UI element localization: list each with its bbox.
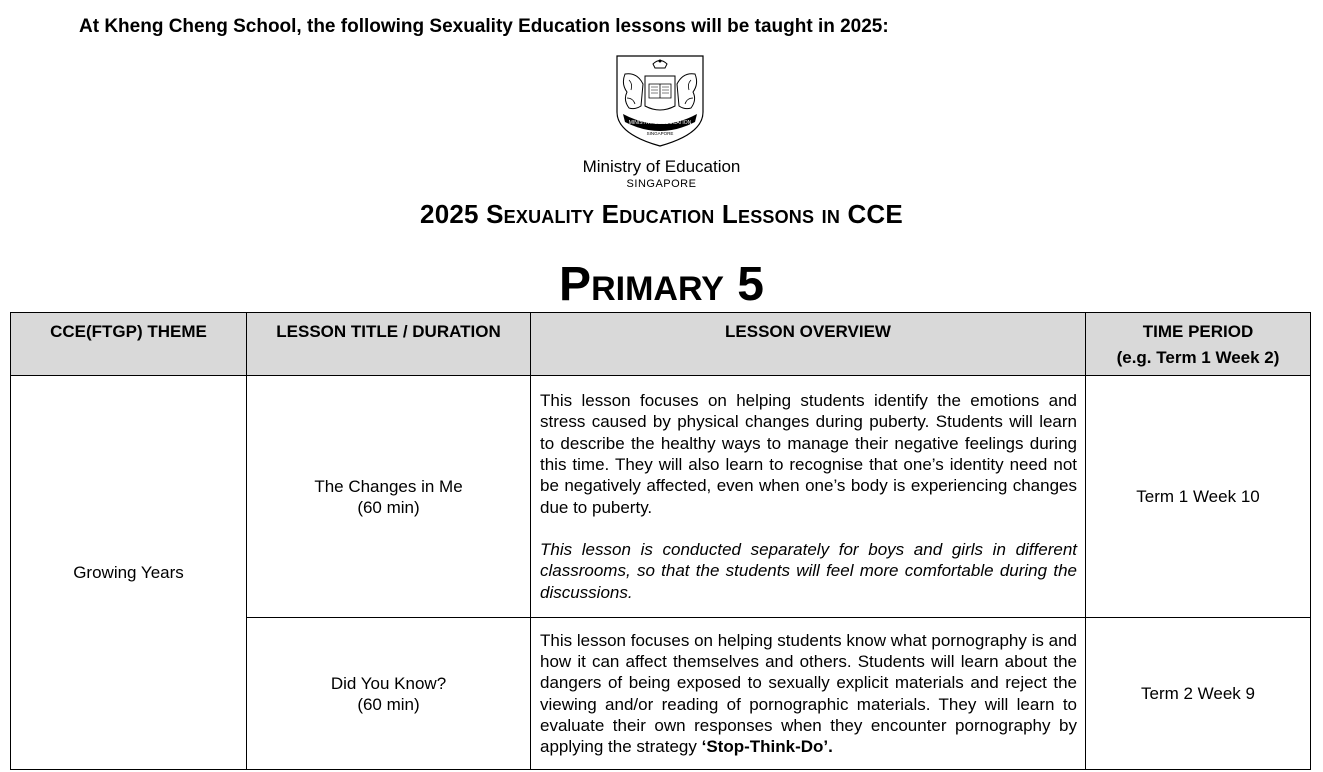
time-period-cell: Term 1 Week 10: [1086, 376, 1311, 618]
svg-text:MINISTRY OF EDUCATION: MINISTRY OF EDUCATION: [628, 120, 692, 126]
lesson-overview-text: This lesson focuses on helping students know what pornography is and how it can affect themselves and others. Students will learn about the dangers of being exposed to sexually explicit materials and reject the viewing and/or reading of pornographic materials. They will learn to evaluate their own responses when they encounter pornography by applying the strategy ‘Stop-Think-Do’.: [540, 630, 1077, 757]
header-theme: CCE(FTGP) THEME: [11, 313, 247, 376]
level-title: Primary 5: [559, 258, 764, 311]
intro-text: At Kheng Cheng School, the following Sexuality Education lessons will be taught in 2025:: [79, 16, 889, 37]
lesson-overview-cell: [531, 618, 1086, 770]
header-time-period: TIME PERIOD (e.g. Term 1 Week 2): [1086, 313, 1311, 376]
strategy-name: ‘Stop-Think-Do’.: [701, 737, 833, 757]
lesson-duration: (60 min): [357, 694, 420, 714]
lesson-overview-cell: [531, 376, 1086, 618]
lesson-duration: (60 min): [357, 497, 420, 517]
lesson-note: This lesson is conducted separately for boys and girls in different classrooms, so that the students will feel more comfortable during the discussions.: [540, 539, 1077, 602]
ministry-country: SINGAPORE: [626, 178, 697, 190]
lesson-title: Did You Know?: [330, 673, 447, 693]
header-lesson-title: LESSON TITLE / DURATION: [247, 313, 531, 376]
lessons-table: [10, 312, 1311, 770]
time-period-cell: Term 2 Week 9: [1086, 618, 1311, 770]
moe-crest-icon: [615, 54, 705, 148]
document-title: 2025 Sexuality Education Lessons in CCE: [420, 199, 903, 229]
table-row: [11, 376, 1311, 618]
lesson-overview-text: This lesson focuses on helping students identify the emotions and stress caused by physical changes during puberty. Students will learn to describe the healthy ways to manage their negative feelings during this time. They will also learn to recognise that one’s identity need not be negatively affected, even when one’s body is experiencing changes due to puberty.: [540, 391, 1077, 517]
lesson-title-cell: [247, 376, 531, 618]
table-header-row: [11, 313, 1311, 376]
lesson-title: The Changes in Me: [314, 476, 463, 496]
svg-text:SINGAPORE: SINGAPORE: [646, 131, 674, 136]
lesson-title-cell: [247, 618, 531, 770]
theme-cell: Growing Years: [11, 376, 247, 770]
ministry-name: Ministry of Education: [582, 157, 741, 176]
header-overview: LESSON OVERVIEW: [531, 313, 1086, 376]
